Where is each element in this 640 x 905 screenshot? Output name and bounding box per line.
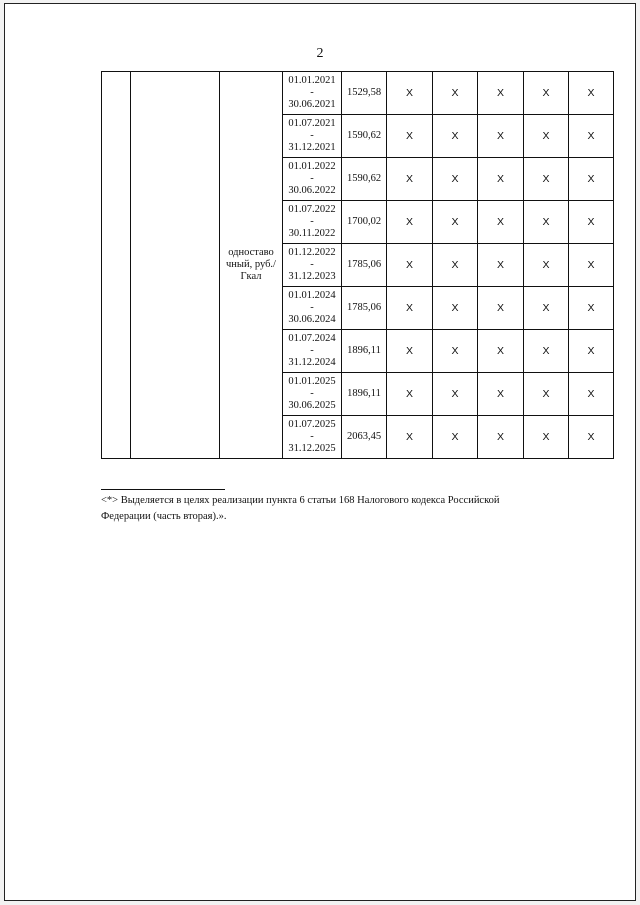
- tariff-unit-cell: одноставо чный, руб./Гкал: [220, 72, 283, 459]
- x-mark-cell: X: [478, 287, 524, 330]
- empty-cell-number: [102, 72, 131, 459]
- x-mark-cell: X: [478, 158, 524, 201]
- x-mark-cell: X: [478, 72, 524, 115]
- x-mark-cell: X: [569, 244, 614, 287]
- x-mark-cell: X: [478, 330, 524, 373]
- period-dash: -: [310, 87, 314, 98]
- x-mark-cell: X: [569, 115, 614, 158]
- period-dash: -: [310, 302, 314, 313]
- period-dash: -: [310, 173, 314, 184]
- x-mark-cell: X: [387, 72, 433, 115]
- x-mark-cell: X: [387, 416, 433, 459]
- period-from: 01.01.2022: [288, 161, 336, 172]
- x-mark-cell: X: [433, 158, 478, 201]
- tariff-value-cell: 1785,06: [342, 287, 387, 330]
- period-cell: [283, 416, 342, 459]
- period-from: 01.01.2021: [288, 75, 336, 86]
- x-mark-cell: X: [387, 330, 433, 373]
- table-row: [102, 72, 614, 115]
- period-to: 31.12.2021: [288, 142, 336, 153]
- tariff-table: [101, 71, 614, 459]
- x-mark-cell: X: [433, 416, 478, 459]
- x-mark-cell: X: [524, 373, 569, 416]
- x-mark-cell: X: [478, 416, 524, 459]
- period-from: 01.07.2021: [288, 118, 336, 129]
- x-mark-cell: X: [524, 416, 569, 459]
- x-mark-cell: X: [569, 287, 614, 330]
- period-to: 31.12.2023: [288, 271, 336, 282]
- x-mark-cell: X: [524, 115, 569, 158]
- period-dash: -: [310, 388, 314, 399]
- period-dash: -: [310, 216, 314, 227]
- x-mark-cell: X: [524, 158, 569, 201]
- x-mark-cell: X: [478, 201, 524, 244]
- x-mark-cell: X: [387, 115, 433, 158]
- x-mark-cell: X: [569, 416, 614, 459]
- page-number: 2: [316, 46, 324, 61]
- period-from: 01.07.2022: [288, 204, 336, 215]
- x-mark-cell: X: [478, 373, 524, 416]
- period-dash: -: [310, 130, 314, 141]
- period-to: 31.12.2024: [288, 357, 336, 368]
- tariff-table-body: [102, 72, 614, 459]
- x-mark-cell: X: [524, 287, 569, 330]
- tariff-value-cell: 1529,58: [342, 72, 387, 115]
- x-mark-cell: X: [524, 244, 569, 287]
- period-to: 30.11.2022: [288, 228, 336, 239]
- period-to: 31.12.2025: [288, 443, 336, 454]
- tariff-value-cell: 1785,06: [342, 244, 387, 287]
- period-dash: -: [310, 345, 314, 356]
- period-to: 30.06.2024: [288, 314, 336, 325]
- tariff-value-cell: 1700,02: [342, 201, 387, 244]
- period-cell: [283, 158, 342, 201]
- x-mark-cell: X: [569, 158, 614, 201]
- period-cell: [283, 373, 342, 416]
- period-from: 01.01.2025: [288, 376, 336, 387]
- x-mark-cell: X: [569, 330, 614, 373]
- x-mark-cell: X: [569, 201, 614, 244]
- x-mark-cell: X: [387, 373, 433, 416]
- tariff-value-cell: 1896,11: [342, 373, 387, 416]
- period-from: 01.07.2025: [288, 419, 336, 430]
- period-cell: [283, 201, 342, 244]
- period-from: 01.01.2024: [288, 290, 336, 301]
- x-mark-cell: X: [433, 115, 478, 158]
- x-mark-cell: X: [433, 72, 478, 115]
- x-mark-cell: X: [387, 158, 433, 201]
- x-mark-cell: X: [524, 201, 569, 244]
- period-to: 30.06.2021: [288, 99, 336, 110]
- x-mark-cell: X: [387, 201, 433, 244]
- period-dash: -: [310, 259, 314, 270]
- tariff-value-cell: 2063,45: [342, 416, 387, 459]
- period-cell: [283, 72, 342, 115]
- footnote: <*> Выделяется в целях реализации пункта 6 статьи 168 Налогового кодекса Российской Федерации (часть вторая).».: [101, 495, 500, 522]
- x-mark-cell: X: [433, 373, 478, 416]
- x-mark-cell: X: [433, 287, 478, 330]
- x-mark-cell: X: [524, 72, 569, 115]
- period-from: 01.12.2022: [288, 247, 336, 258]
- period-from: 01.07.2024: [288, 333, 336, 344]
- empty-cell-name: [131, 72, 220, 459]
- period-cell: [283, 287, 342, 330]
- tariff-value-cell: 1896,11: [342, 330, 387, 373]
- tariff-value-cell: 1590,62: [342, 158, 387, 201]
- x-mark-cell: X: [433, 244, 478, 287]
- period-to: 30.06.2022: [288, 185, 336, 196]
- tariff-value-cell: 1590,62: [342, 115, 387, 158]
- x-mark-cell: X: [478, 115, 524, 158]
- x-mark-cell: X: [433, 201, 478, 244]
- period-to: 30.06.2025: [288, 400, 336, 411]
- x-mark-cell: X: [569, 373, 614, 416]
- x-mark-cell: X: [387, 244, 433, 287]
- x-mark-cell: X: [433, 330, 478, 373]
- x-mark-cell: X: [387, 287, 433, 330]
- footnote-separator: [101, 489, 225, 490]
- period-cell: [283, 330, 342, 373]
- period-cell: [283, 115, 342, 158]
- x-mark-cell: X: [478, 244, 524, 287]
- period-cell: [283, 244, 342, 287]
- x-mark-cell: X: [524, 330, 569, 373]
- period-dash: -: [310, 431, 314, 442]
- x-mark-cell: X: [569, 72, 614, 115]
